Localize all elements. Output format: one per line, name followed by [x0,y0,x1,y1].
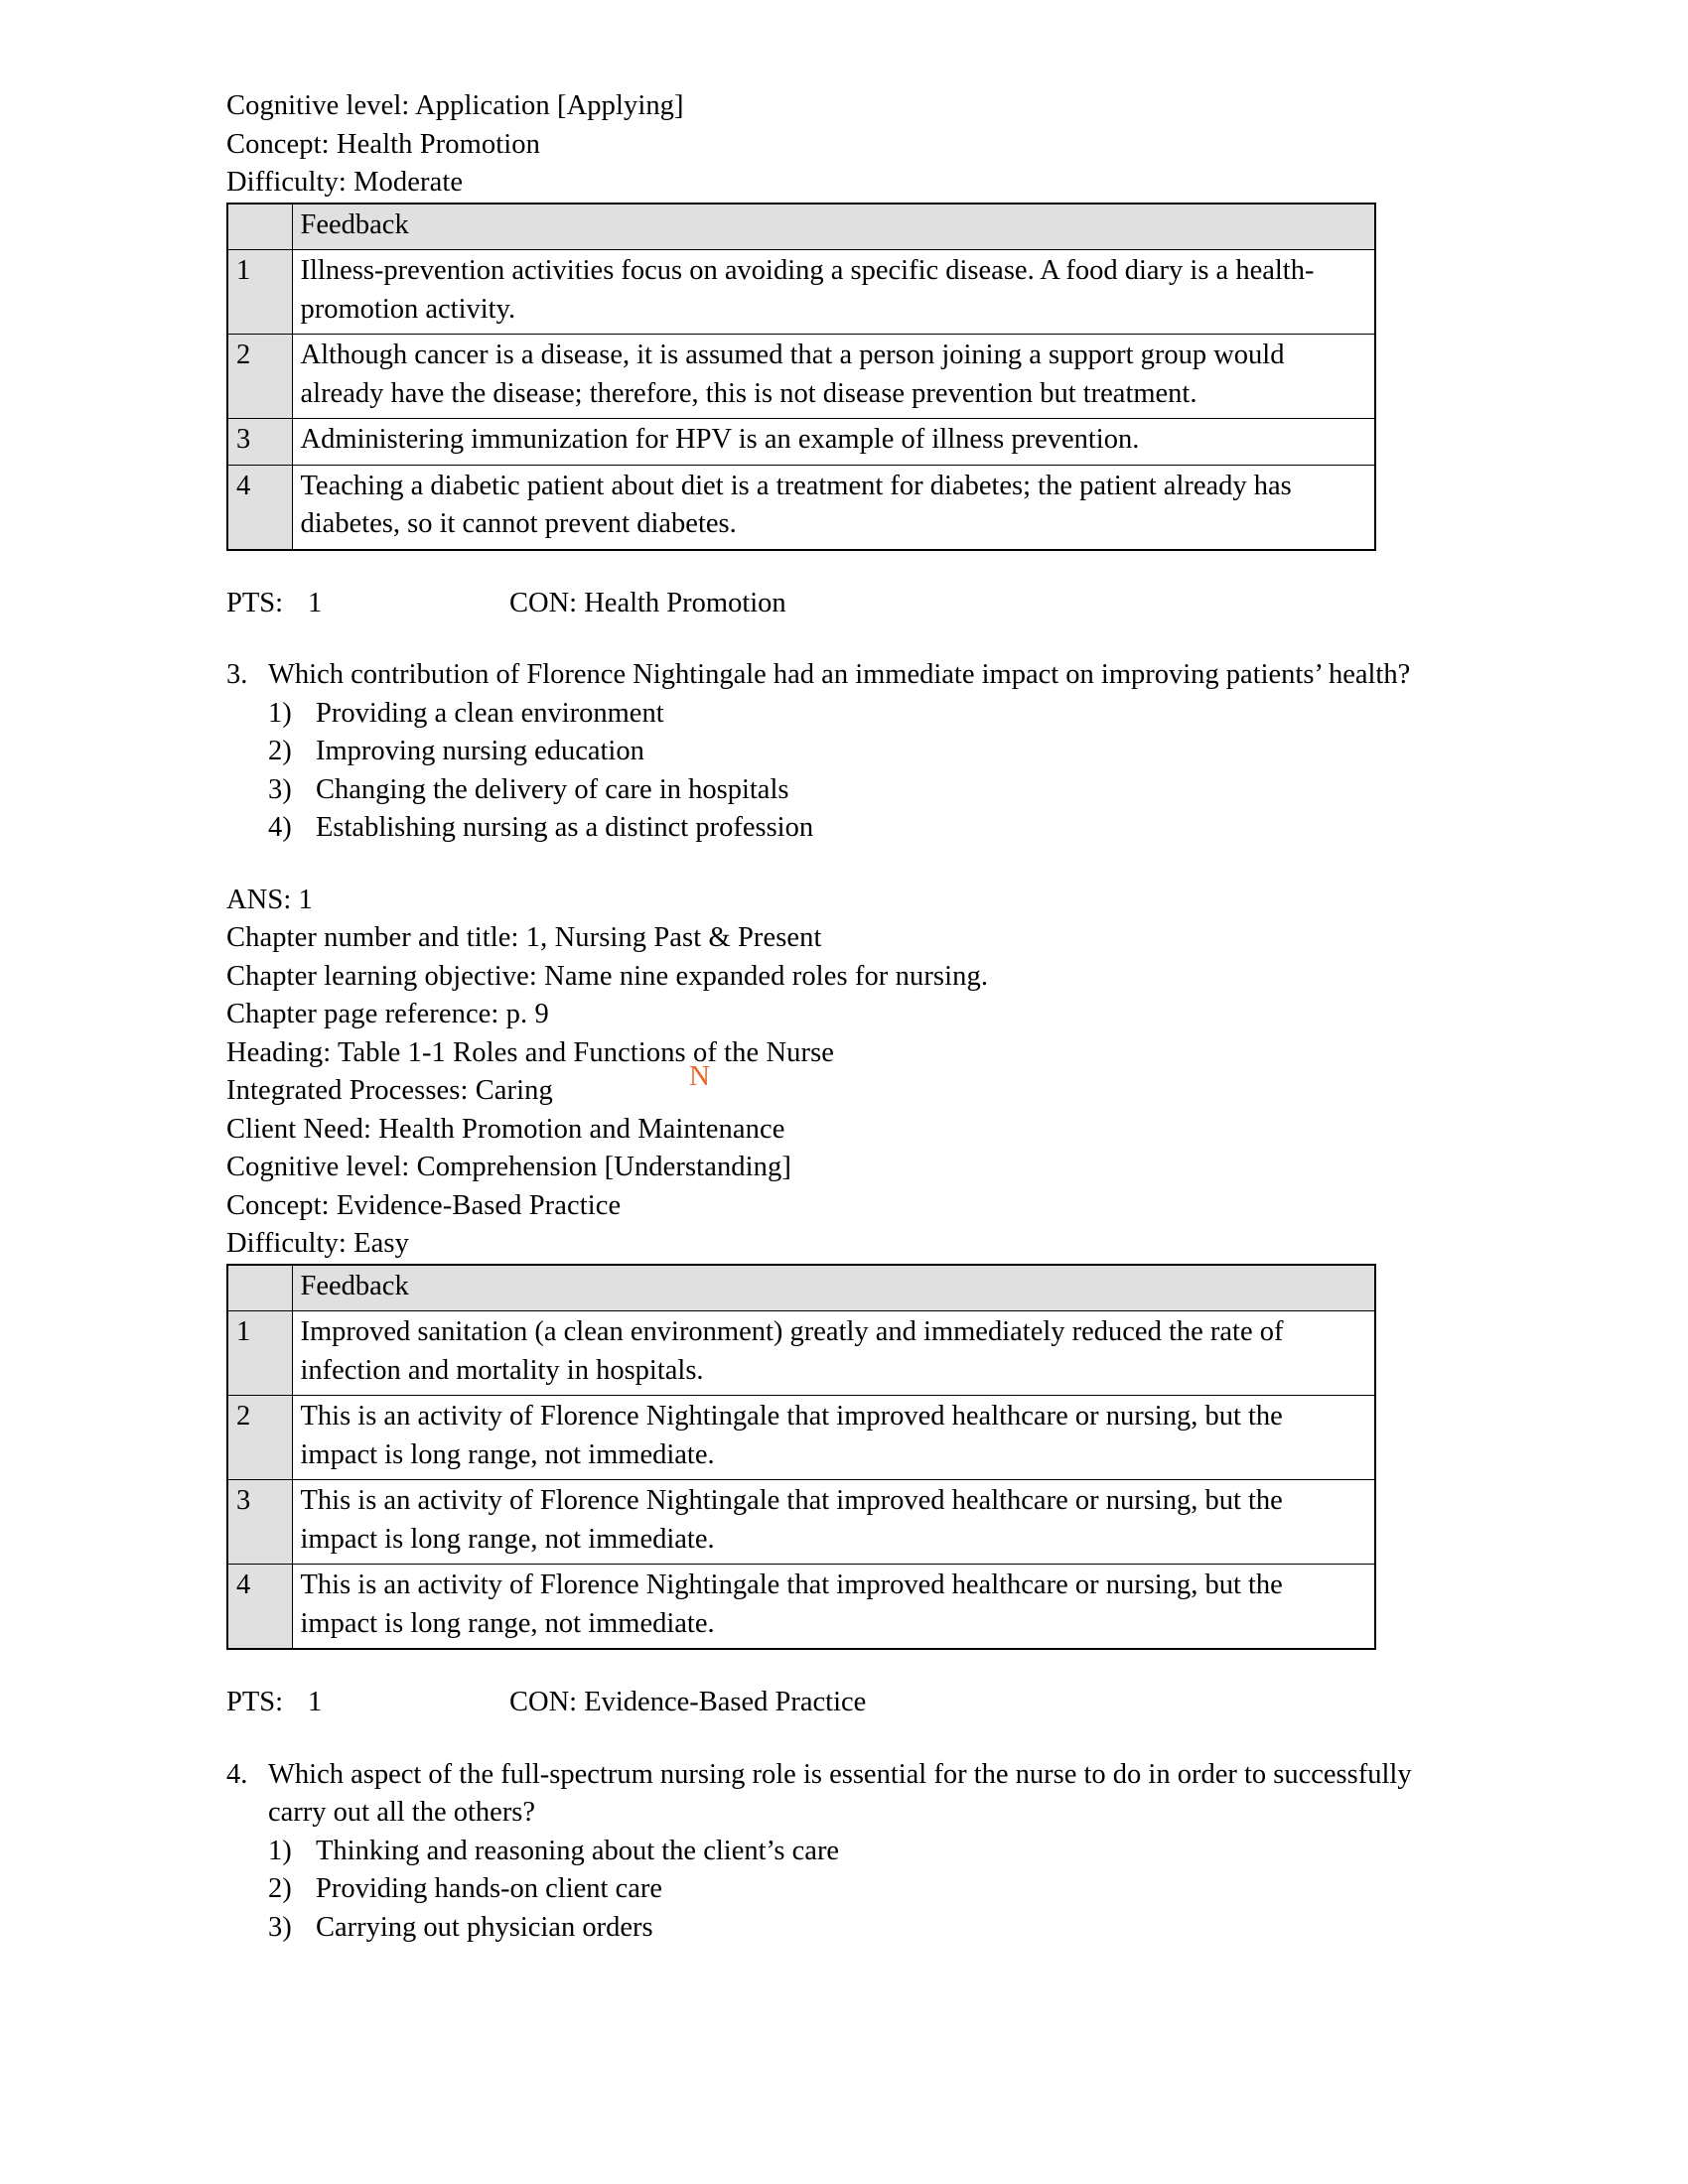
feedback-text: Although cancer is a disease, it is assumed that a person joining a support group would already have the disease; therefore, this is not disease prevention but treatment. [292,335,1375,419]
option-number: 1) [268,1835,292,1866]
pts-label: PTS: [226,587,284,618]
con-value: CON: Evidence-Based Practice [509,1687,867,1717]
pts-value: 1 [308,1687,323,1717]
option-number: 1) [268,697,292,729]
question-3 [226,656,1458,695]
con-value: CON: Health Promotion [509,587,786,618]
table-header-row [227,1265,1375,1311]
row-number: 2 [227,1396,292,1480]
question-4 [226,1756,1458,1833]
row-number: 4 [227,1565,292,1650]
option-item[interactable] [268,1870,1458,1909]
option-text: Thinking and reasoning about the client’s care [316,1835,840,1866]
q2-metadata-block [226,87,1458,203]
option-item[interactable] [268,771,1458,810]
metadata-line: Difficulty: Easy [226,1228,409,1259]
option-number: 2) [268,1873,292,1904]
table-row [227,250,1375,335]
option-number: 2) [268,736,292,766]
feedback-text: Administering immunization for HPV is an example of illness prevention. [292,419,1375,466]
table-row [227,1396,1375,1480]
option-number: 3) [268,1911,292,1943]
metadata-line: Heading: Table 1-1 Roles and Functions of the Nurse [226,1036,835,1068]
table-row [227,465,1375,550]
feedback-table-2 [226,1264,1376,1651]
metadata-line: Concept: Evidence-Based Practice [226,1189,622,1221]
row-number: 1 [227,1311,292,1396]
option-text: Providing a clean environment [316,697,664,729]
orange-n-annotation-icon: N [689,1060,710,1092]
question-number: 3. [226,659,248,690]
feedback-column-header: Feedback [292,1265,1375,1311]
row-number: 1 [227,250,292,335]
question-text: Which contribution of Florence Nightingale had an immediate impact on improving patients’ health? [268,659,1411,690]
metadata-line: Cognitive level: Comprehension [Understanding] [226,1152,791,1182]
table-row [227,419,1375,466]
row-number: 3 [227,1480,292,1565]
table-row [227,1565,1375,1650]
metadata-line: Concept: Health Promotion [226,128,540,160]
row-number: 2 [227,335,292,419]
feedback-text: This is an activity of Florence Nightingale that improved healthcare or nursing, but the impact is long range, not immediate. [292,1396,1375,1480]
option-item[interactable] [268,1909,1458,1948]
option-text: Carrying out physician orders [316,1911,653,1943]
feedback-text: Teaching a diabetic patient about diet is a treatment for diabetes; the patient already has diabetes, so it cannot prevent diabetes. [292,465,1375,550]
feedback-column-header: Feedback [292,204,1375,250]
metadata-line: Cognitive level: Application [Applying] [226,90,684,121]
metadata-line: Client Need: Health Promotion and Maintenance [226,1113,785,1145]
option-number: 4) [268,812,292,843]
feedback-text: This is an activity of Florence Nightingale that improved healthcare or nursing, but the impact is long range, not immediate. [292,1565,1375,1650]
answer-line: ANS: 1 [226,884,313,915]
option-item[interactable] [268,695,1458,734]
option-item[interactable] [268,1833,1458,1871]
question-text: Which aspect of the full-spectrum nursing role is essential for the nurse to do in order to successfully carry out all the others? [268,1758,1412,1828]
metadata-line: Chapter page reference: p. 9 [226,999,549,1029]
question-3-options [268,695,1458,848]
question-4-options [268,1833,1458,1948]
pts-value: 1 [308,587,323,618]
option-text: Establishing nursing as a distinct profession [316,812,814,843]
metadata-line: Chapter number and title: 1, Nursing Past & Present [226,922,822,953]
table-row [227,1480,1375,1565]
option-text: Improving nursing education [316,736,644,766]
pts-label: PTS: [226,1687,284,1717]
pts-row-2 [226,1684,1458,1722]
table-header-row [227,204,1375,250]
row-number: 4 [227,465,292,550]
option-number: 3) [268,773,292,805]
option-text: Changing the delivery of care in hospitals [316,773,789,805]
feedback-table-1 [226,203,1376,551]
metadata-line: Difficulty: Moderate [226,167,464,198]
table-row [227,335,1375,419]
pts-row-1 [226,585,1458,623]
feedback-text: Illness-prevention activities focus on avoiding a specific disease. A food diary is a health-promotion activity. [292,250,1375,335]
option-item[interactable] [268,809,1458,848]
header-blank-cell [227,204,292,250]
table-row [227,1311,1375,1396]
header-blank-cell [227,1265,292,1311]
metadata-line: Integrated Processes: Caring [226,1075,553,1106]
feedback-text: Improved sanitation (a clean environment) greatly and immediately reduced the rate of infection and mortality in hospitals. [292,1311,1375,1396]
option-text: Providing hands-on client care [316,1873,663,1904]
q3-metadata-block [226,882,1458,1264]
row-number: 3 [227,419,292,466]
metadata-line: Chapter learning objective: Name nine expanded roles for nursing. [226,960,989,992]
option-item[interactable] [268,733,1458,771]
feedback-text: This is an activity of Florence Nightingale that improved healthcare or nursing, but the impact is long range, not immediate. [292,1480,1375,1565]
question-number: 4. [226,1758,248,1790]
page-content [226,87,1458,1947]
